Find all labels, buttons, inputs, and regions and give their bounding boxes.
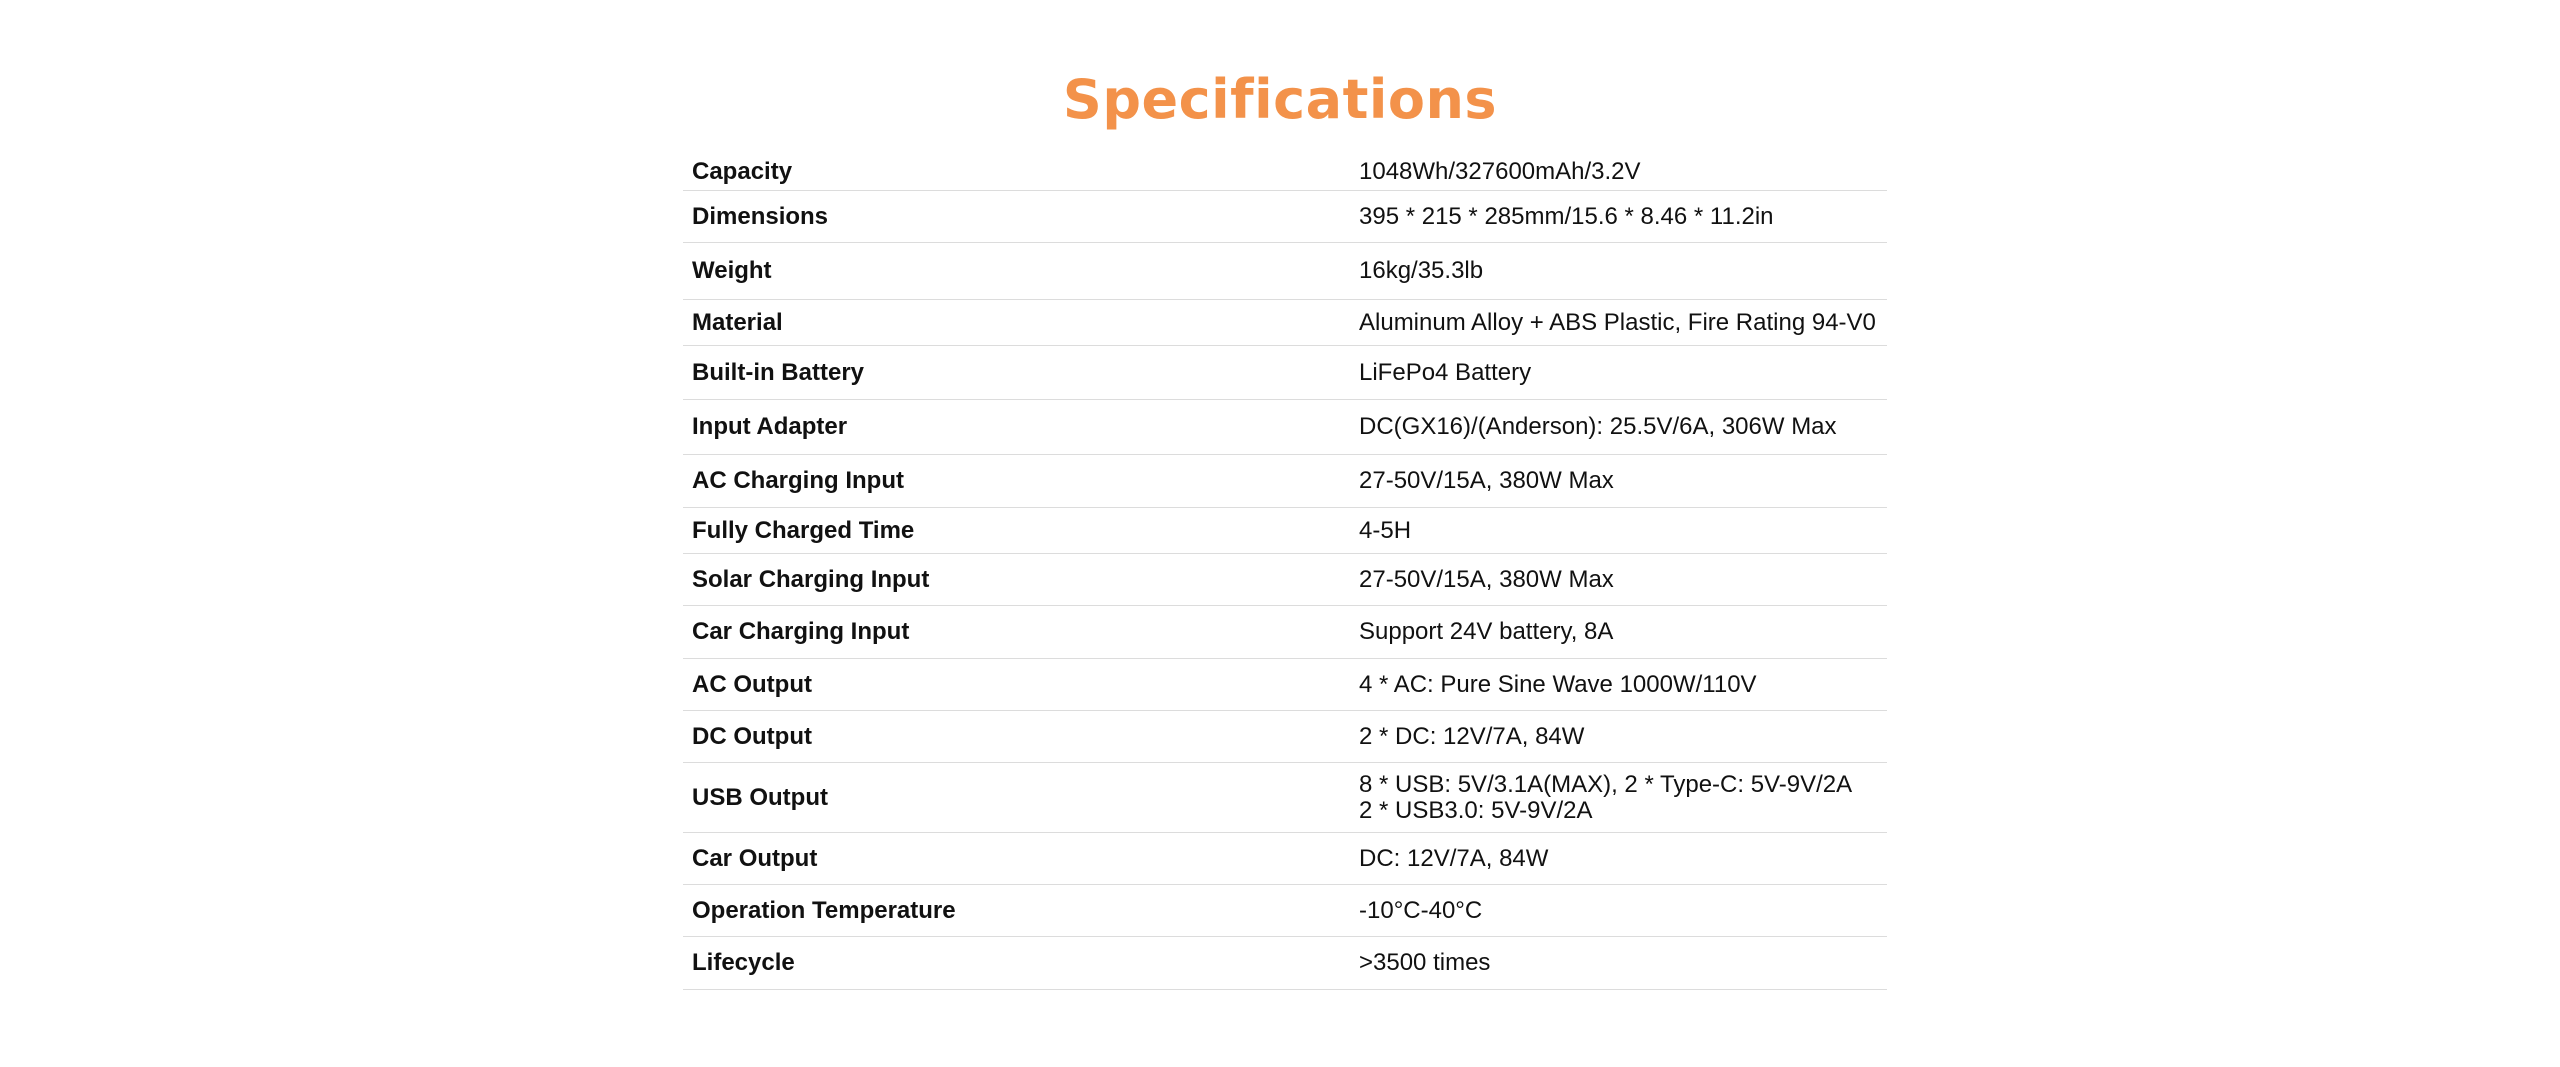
spec-label: Car Charging Input — [692, 618, 910, 645]
specifications-table — [683, 153, 1887, 990]
spec-value — [1357, 310, 1887, 336]
spec-value-line: Aluminum Alloy + ABS Plastic, Fire Rating 94-V0 — [1359, 308, 1876, 336]
spec-label: Fully Charged Time — [692, 516, 915, 544]
spec-value-line: Support 24V battery, 8A — [1359, 618, 1614, 645]
spec-value — [1357, 360, 1887, 386]
spec-value — [1357, 619, 1887, 645]
spec-value — [1357, 518, 1887, 544]
spec-label: Input Adapter — [692, 413, 848, 440]
spec-value — [1357, 672, 1887, 698]
spec-label: AC Output — [692, 670, 812, 698]
spec-row-capacity — [683, 153, 1887, 191]
spec-value-line: 4-5H — [1359, 516, 1412, 544]
spec-value-line: 27-50V/15A, 380W Max — [1359, 467, 1614, 494]
spec-row-weight — [683, 243, 1887, 300]
spec-value-line: DC: 12V/7A, 84W — [1359, 844, 1549, 872]
spec-value — [1357, 159, 1887, 185]
spec-label: Operation Temperature — [692, 896, 956, 924]
spec-value — [1357, 414, 1887, 440]
spec-value-line: 1048Wh/327600mAh/3.2V — [1359, 157, 1641, 185]
spec-label: Lifecycle — [692, 949, 795, 976]
spec-value-line: 8 * USB: 5V/3.1A(MAX), 2 * Type-C: 5V-9V/2A — [1359, 770, 1853, 798]
spec-value-line: DC(GX16)/(Anderson): 25.5V/6A, 306W Max — [1359, 413, 1837, 440]
spec-value — [1357, 567, 1887, 593]
spec-value-line: -10°C-40°C — [1359, 896, 1483, 924]
spec-label: DC Output — [692, 722, 812, 750]
spec-row-lifecycle — [683, 937, 1887, 990]
spec-row-ac-output — [683, 659, 1887, 711]
spec-row-ac-charging-input — [683, 455, 1887, 508]
spec-label: USB Output — [692, 783, 828, 811]
spec-value — [1357, 950, 1887, 976]
spec-value-line: LiFePo4 Battery — [1359, 358, 1532, 386]
spec-value-line: 2 * DC: 12V/7A, 84W — [1359, 722, 1585, 750]
spec-row-built-in-battery — [683, 346, 1887, 400]
spec-label: AC Charging Input — [692, 467, 904, 494]
spec-label: Car Output — [692, 844, 818, 872]
spec-row-dimensions — [683, 191, 1887, 243]
spec-value — [1357, 898, 1887, 924]
spec-row-car-output — [683, 833, 1887, 885]
spec-value — [1357, 846, 1887, 872]
spec-label: Dimensions — [692, 202, 829, 230]
spec-row-input-adapter — [683, 400, 1887, 455]
spec-label: Solar Charging Input — [692, 565, 930, 593]
spec-label: Capacity — [692, 157, 793, 185]
page-title: Specifications — [1062, 68, 1498, 131]
spec-value — [1357, 772, 1887, 824]
spec-label: Weight — [692, 257, 772, 284]
spec-value — [1357, 468, 1887, 494]
spec-row-solar-charging-input — [683, 554, 1887, 606]
spec-value-line: 27-50V/15A, 380W Max — [1359, 565, 1614, 593]
spec-value — [1357, 258, 1887, 284]
spec-row-material — [683, 300, 1887, 346]
spec-value-line: 395 * 215 * 285mm/15.6 * 8.46 * 11.2in — [1359, 202, 1774, 230]
spec-row-operation-temperature — [683, 885, 1887, 937]
spec-row-dc-output — [683, 711, 1887, 763]
spec-value — [1357, 724, 1887, 750]
spec-row-fully-charged-time — [683, 508, 1887, 554]
spec-value — [1357, 204, 1887, 230]
spec-row-car-charging-input — [683, 606, 1887, 659]
spec-value-line: 16kg/35.3lb — [1359, 257, 1484, 284]
spec-label: Built-in Battery — [692, 358, 865, 386]
spec-value-line: >3500 times — [1359, 949, 1491, 976]
spec-value-line: 2 * USB3.0: 5V-9V/2A — [1359, 796, 1593, 824]
spec-row-usb-output — [683, 763, 1887, 833]
spec-label: Material — [692, 308, 783, 336]
spec-value-line: 4 * AC: Pure Sine Wave 1000W/110V — [1359, 670, 1757, 698]
